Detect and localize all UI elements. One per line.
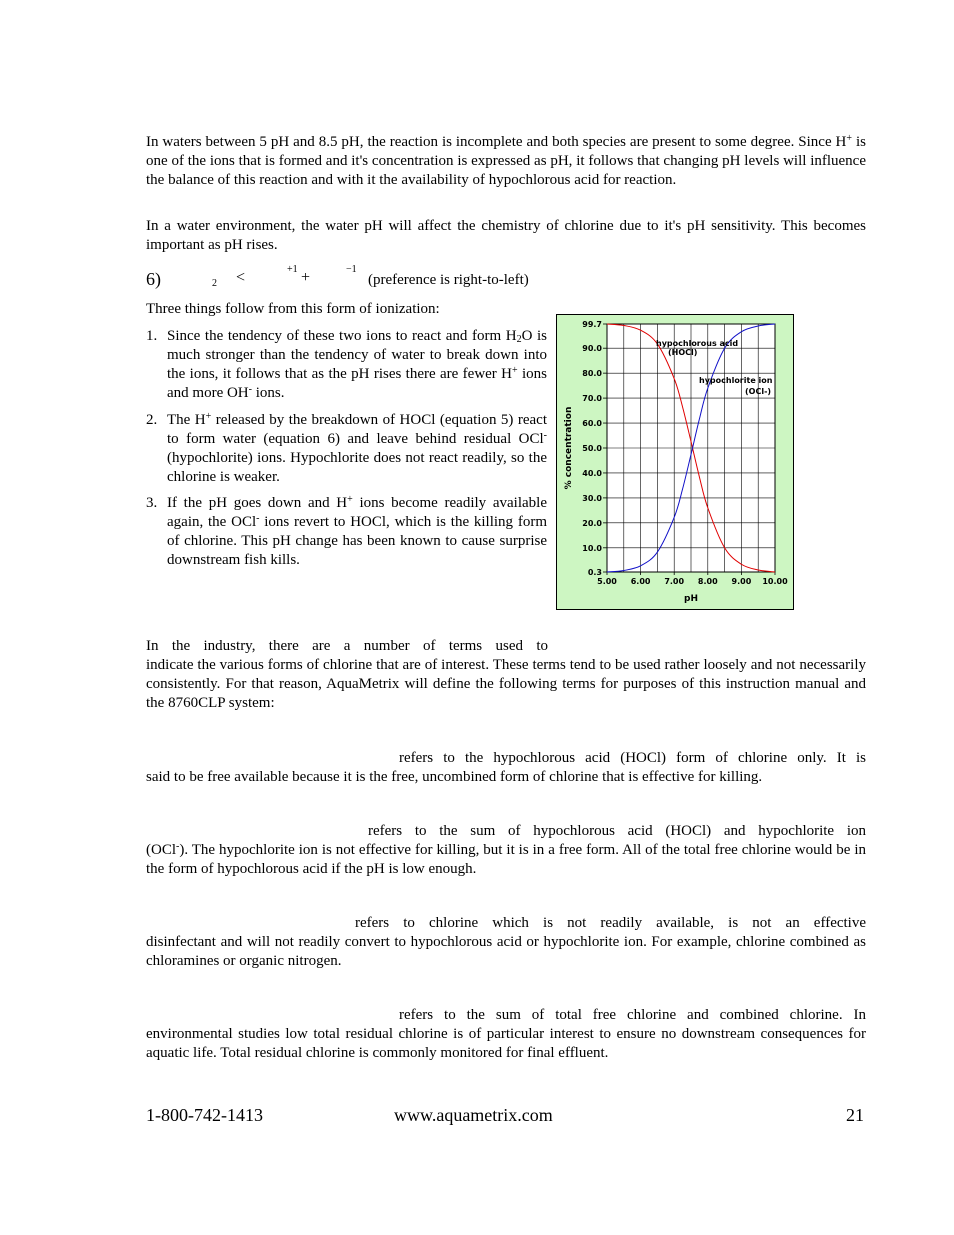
definition-total-free: (OCl-). The hypochlorite ion is not effective for killing, but it is in a free form. All of the total free chlorine would be in the form of hypochlorous acid if the pH is low enough.	[146, 841, 866, 877]
y-tick-label: 50.0	[582, 444, 602, 453]
x-axis-label: pH	[684, 594, 698, 604]
annotation-ocl: hypochlorite ion	[699, 376, 773, 385]
definition-combined-first-line: refers to chlorine which is not readily available, is not an effective	[355, 915, 866, 931]
definition-combined: disinfectant and will not readily convert to hypochlorous acid or hypochlorite ion. For example, chlorine combined as chloramines or organic nitrogen.	[146, 934, 866, 969]
y-tick-label: 90.0	[582, 344, 602, 354]
equation-arrow: <	[236, 269, 246, 286]
chart-svg	[557, 315, 793, 609]
equation-charge-minus: −1	[346, 264, 357, 275]
y-tick-label: 30.0	[582, 493, 602, 503]
x-tick-label: 9.00	[731, 577, 752, 586]
terms-intro: indicate the various forms of chlorine that are of interest. These terms tend to be used rather loosely and not necessarily consistently. For that reason, AquaMetrix will define the following terms for purposes of this instruction manual and the 8760CLP system:	[146, 657, 866, 711]
footer-page-number: 21	[846, 1105, 864, 1125]
x-tick-label: 5.00	[597, 577, 617, 586]
equation-charge-plus: +1	[287, 264, 298, 275]
y-tick-labels	[582, 320, 607, 577]
y-tick-label: 70.0	[582, 394, 602, 404]
paragraph-water-environment: In a water environment, the water pH will affect the chemistry of chlorine due to it's pH sensitivity. This becomes important as pH rises.	[146, 218, 866, 253]
paragraph-ph-range	[146, 133, 866, 190]
equation-number: 6)	[146, 269, 161, 289]
equation-note: (preference is right-to-left)	[368, 272, 529, 288]
definition-total-residual: environmental studies low total residual chlorine is of particular interest to ensure no downstream consequences for aquatic life. Total residual chlorine is commonly monitored for final effluent.	[146, 1026, 866, 1061]
y-tick-label: 20.0	[582, 518, 602, 528]
list-text: Since the tendency of these two ions to react and form $H_2O$ is much stronger than the tendency of water to break down into the ions, it follows that as the pH rises there are fewer H+ ions and more OH- ions.	[167, 328, 548, 401]
y-tick-label: 0.3	[587, 568, 602, 577]
list-text: The H+ released by the breakdown of HOCl (equation 5) react to form water (equation 6) and leave behind residual OCl- (hypochlorite) ions. Hypochlorite does not react readily, so the chlorine is weaker.	[167, 411, 547, 485]
definition-free-available-first-line: refers to the hypochlorous acid (HOCl) form of chlorine only. It is	[399, 750, 866, 766]
equation-6	[146, 264, 606, 292]
x-tick-label: 7.00	[664, 577, 685, 586]
y-tick-label: 80.0	[582, 369, 602, 379]
definition-total-free-first-line: refers to the sum of hypochlorous acid (HOCl) and hypochlorite ion	[368, 823, 866, 839]
definition-total-residual-first-line: refers to the sum of total free chlorine and combined chlorine. In	[399, 1007, 866, 1023]
chlorine-speciation-chart	[556, 314, 794, 610]
list-number: 3.	[146, 495, 158, 511]
list-item	[146, 327, 546, 405]
y-axis-label: % concentration	[564, 406, 574, 490]
list-number: 2.	[146, 412, 158, 428]
superscript: +	[846, 133, 853, 144]
list-item	[146, 494, 546, 572]
list-item	[146, 411, 546, 489]
x-tick-label: 10.00	[762, 577, 788, 586]
list-intro: Three things follow from this form of ionization:	[146, 301, 440, 317]
paragraph-text: is one of the ions that is formed and it's concentration is expressed as pH, it follows that changing pH levels will influence the balance of this reaction and with it the availability of hypochlorous acid for reaction.	[146, 134, 866, 188]
annotation-ocl-formula: (OCl-)	[745, 387, 772, 396]
y-tick-label: 99.7	[582, 320, 602, 329]
footer-url: www.aquametrix.com	[394, 1105, 553, 1125]
list-number: 1.	[146, 328, 158, 344]
x-tick-label: 8.00	[697, 577, 718, 586]
equation-plus: +	[301, 269, 311, 286]
paragraph-text: In waters between 5 pH and 8.5 pH, the reaction is incomplete and both species are present to some degree. Since H	[146, 134, 847, 150]
y-tick-label: 40.0	[582, 468, 602, 478]
annotation-hocl-formula: (HOCl)	[668, 348, 698, 357]
equation-subscript: 2	[212, 278, 217, 289]
list-text: If the pH goes down and H+ ions become readily available again, the OCl- ions revert to HOCl, which is the killing form of chlorine. This pH change has been known to cause surprise downstream fish kills.	[167, 494, 547, 568]
x-tick-label: 6.00	[630, 577, 651, 586]
y-tick-label: 10.0	[582, 543, 602, 553]
x-tick-labels	[597, 572, 788, 586]
annotation-hocl: hypochlorous acid	[656, 339, 739, 348]
definition-free-available: said to be free available because it is the free, uncombined form of chlorine that is effective for killing.	[146, 769, 763, 785]
terms-intro-first-line: In the industry, there are a number of terms used to	[146, 638, 548, 654]
y-tick-label: 60.0	[582, 419, 602, 429]
footer-phone: 1-800-742-1413	[146, 1105, 263, 1125]
